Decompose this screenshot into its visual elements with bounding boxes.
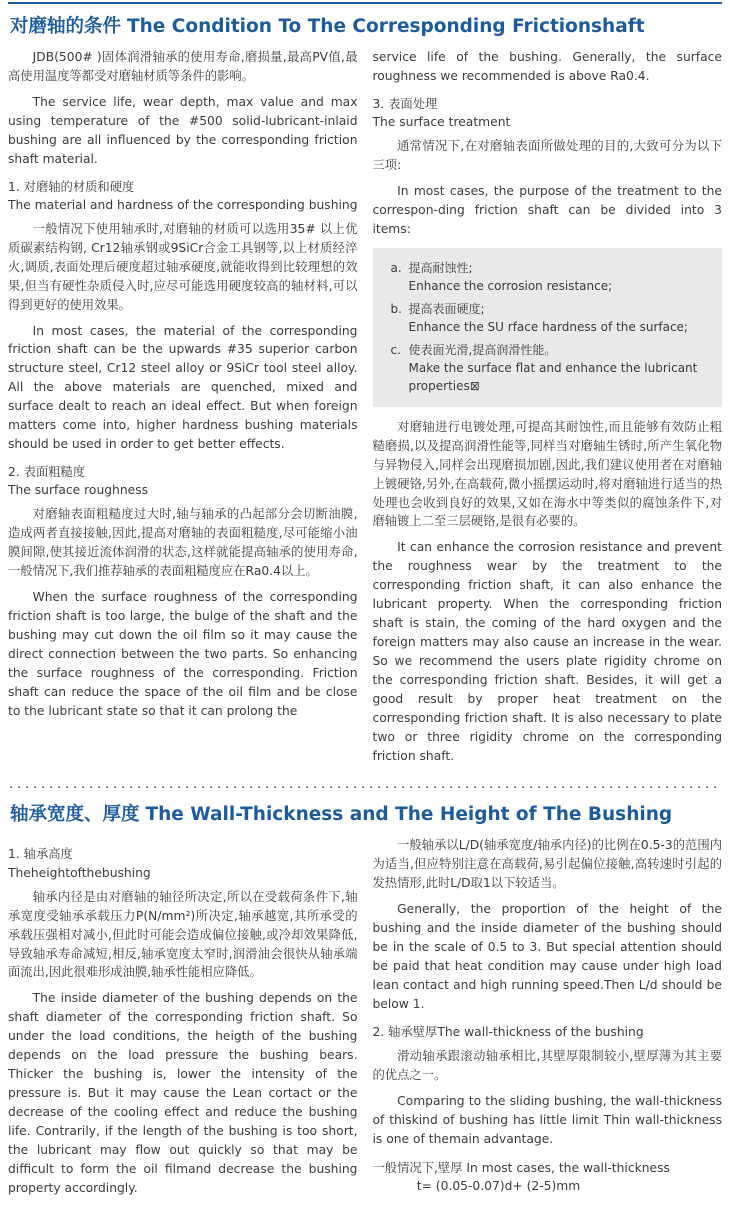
section-title-cn: 轴承宽度、厚度 [10,804,140,826]
subheading-line: The surface roughness [8,483,149,498]
paragraph-cn: 一般情况下使用轴承时,对磨轴的材质可以选用35# 以上优质碳素结构钢, Cr12轴承钢或9SiCr合金工具钢等,以上材质经淬火,调质,表面处理后硬度超过轴承硬度,就能收得到比较理想的效果,但当有硬性杂质侵入时,应尽可能选用硬度较高的轴材料,可以得到更好的使用效果。 [8,221,358,312]
subheading-line: 2. 表面粗糙度 [8,464,86,479]
treatment-item [391,259,713,295]
document-page [0,2,730,1211]
two-column-layout [8,836,722,1204]
subheading-line: The surface treatment [372,115,511,130]
subheading [373,1023,723,1041]
subheading-line: 1. 轴承高度 [8,847,73,862]
formula-intro: 一般情况下,壁厚 In most cases, the wall-thickness [372,1160,670,1175]
right-column [373,48,723,772]
treatment-item-lines [409,341,713,395]
paragraph-cn: 对磨轴表面粗糙度过大时,轴与轴承的凸起部分会切断油膜,造成两者直接接触,因此,提高对磨轴的表面粗糙度,尽可能缩小油膜间隙,使其接近流体润滑的状态,这样就能提高轴承的使用寿命,一般情况下,我们推荐轴承的表面粗糙度应在Ra0.4以上。 [8,507,358,579]
subheading [8,178,358,214]
treatment-item-lines [409,259,713,295]
section-title-en: The Condition To The Corresponding Frictionshaft [127,16,645,37]
treatment-item-en: Enhance the SU rface hardness of the surface; [408,319,688,334]
subheading [373,95,723,131]
subheading [8,845,358,881]
paragraph-en: service life of the bushing. Generally, the surface roughness we recommended is above Ra0.4. [372,50,722,83]
treatment-item-cn: 提高表面硬度; [408,301,485,316]
paragraph-en: In most cases, the purpose of the treatment to the correspon-ding friction shaft can be divided into 3 items: [372,184,722,236]
paragraph-cn: 对磨轴进行电镀处理,可提高其耐蚀性,而且能够有效防止粗糙磨损,以及提高润滑性能等,同样当对磨轴生锈时,所产生氧化物与异物侵入,同样会出现磨损加剧,因此,我们建议使用者在对磨轴上镀硬铬,另外,在高载荷,微小摇摆运动时,将对磨轴进行适当的热处理也会收到良好的效果,又如在海水中等类似的腐蚀条件下,对磨轴镀上二至三层硬铬,是很有必要的。 [372,419,722,529]
paragraph-cn: 轴承内径是由对磨轴的轴径所决定,所以在受载荷条件下,轴承宽度受轴承承载压力P(N/mm²)所决定,轴承越宽,其所承受的承载压强相对减小,但此时可能会造成偏位接触,或冷却效果降低,导致轴承寿命减短,相反,轴承宽度太窄时,润滑油会很快从轴承端面流出,因此很难形成油膜,轴承性能相应降低。 [8,889,358,980]
paragraph-en: The inside diameter of the bushing depends on the shaft diameter of the corresponding friction shaft. So under the load conditions, the heigth of the bushing depends on the load pressure the bushing bears. Thicker the bushing is, lower the intensity of the pressure is. But it may cause the Lean cortact or the decrease of the cooling effect and reduce the bushing life. Contrarily, if the length of the bushing is too short, the lubricant may flow out quickly so that may be difficult to form the oil filmand decrease the bushing property accordingly. [8,991,358,1195]
subheading-line: 3. 表面处理 [372,96,438,111]
section-friction-shaft-condition [8,12,722,772]
section-separator [10,786,720,788]
paragraph-en: In most cases, the material of the corresponding friction shaft can be the upwards #35 superior carbon structure steel, Cr12 steel alloy or 9SiCr tool steel alloy. All the above materials are quenched, mixed and surface dealt to reach an ideal effect. But when foreign matters come into, higher hardness bushing materials should be used in order to get better effects. [8,323,358,452]
two-column-layout [8,48,722,772]
treatment-item-cn: 提高耐蚀性; [408,260,473,275]
section-bushing-width-thickness [8,800,722,1204]
treatment-item-lines [409,300,713,336]
subheading-line: Theheightofthebushing [8,865,151,880]
section-title-cn: 对磨轴的条件 [10,16,122,37]
treatment-item-label: a. [390,260,402,275]
paragraph-cn: 滑动轴承跟滚动轴承相比,其壁厚限制较小,壁厚薄为其主要的优点之一。 [372,1048,722,1082]
treatment-items-box [373,248,723,407]
treatment-item-en: Make the surface flat and enhance the lubricant properties⊠ [408,360,698,393]
paragraph-en: When the surface roughness of the corresponding friction shaft is too large, the bulge of the shaft and the bushing may cut down the oil film so it may cause the direct connection between the two parts. So enhancing the surface roughness of the corresponding. Friction shaft can reduce the space of the oil film and be close to the lubricant state so that it can prolong the [8,590,358,718]
treatment-item-en: Enhance the corrosion resistance; [408,278,613,293]
left-column [8,48,358,727]
treatment-item-label: b. [390,301,402,316]
section-title [10,800,722,826]
paragraph-cn: 一般轴承以L/D(轴承宽度/轴承内径)的比例在0.5-3的范围内为适当,但应特别注意在高载荷,易引起偏位接触,高转速时引起的发热情形,此时L/D取1以下较适当。 [372,838,722,891]
paragraph-cn: JDB(500# )固体润滑轴承的使用寿命,磨损量,最高PV值,最高使用温度等都受对磨轴材质等条件的影响。 [8,50,358,83]
paragraph-en: The service life, wear depth, max value and max using temperature of the #500 solid-lubricant-inlaid bushing are all influenced by the corresponding friction shaft material. [8,94,358,166]
paragraph-en: It can enhance the corrosion resistance and prevent the roughness wear by the treatment to the corresponding friction shaft, it can also enhance the lubricant property. When the corresponding friction shaft is stain, the coming of the hard oxygen and the foreign matters may also cause an increase in the wear. So we recommend the users plate rigidity chrome on the corresponding friction shaft. Besides, it will get a good result by proper heat treatment on the corresponding friction shaft. It is also necessary to plate two or three rigidity chrome on the corresponding friction shaft. [372,540,722,763]
subheading-line: 2. 轴承壁厚The wall-thickness of the bushing [372,1024,644,1039]
paragraph-cn: 通常情况下,在对磨轴表面所做处理的目的,大致可分为以下三项: [372,139,722,173]
subheading-line: 1. 对磨轴的材质和硬度 [8,179,135,194]
right-column [373,836,723,1196]
section-title-en: The Wall-Thickness and The Height of The Bushing [145,804,673,826]
subheading-line: The material and hardness of the corresponding bushing [8,197,358,212]
formula-expression: t= (0.05-0.07)d+ (2-5)mm [416,1179,581,1194]
treatment-item [391,300,713,336]
treatment-item-cn: 使表面光滑,提高润滑性能。 [408,342,557,357]
section-title [10,12,722,38]
left-column [8,836,358,1204]
treatment-item-label: c. [390,342,401,357]
treatment-item [391,341,713,395]
wall-thickness-formula [373,1159,723,1197]
subheading [8,463,358,499]
paragraph-en: Comparing to the sliding bushing, the wall-thickness of thiskind of bushing has little limit Thin wall-thickness is one of themain advantage. [372,1093,722,1146]
paragraph-en: Generally, the proportion of the height of the bushing and the inside diameter of the bushing should be in the scale of 0.5 to 3. But special attention should be paid that heat condition may cause under high load lean contact and high running speed.Then L/d should be below 1. [372,902,722,1011]
top-rule [8,2,722,4]
